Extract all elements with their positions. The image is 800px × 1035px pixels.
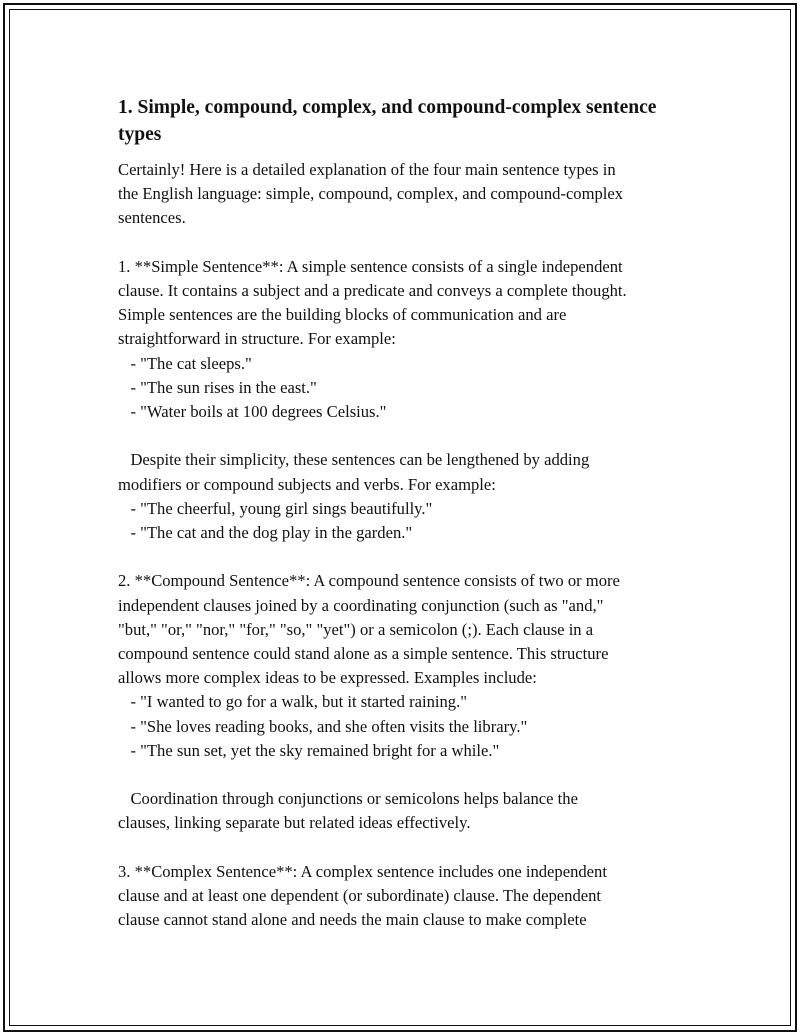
document-content bbox=[118, 94, 698, 933]
page-title: 1. Simple, compound, complex, and compound-complex sentence types bbox=[118, 97, 657, 145]
body-text: Certainly! Here is a detailed explanation of the four main sentence types in the English language: simple, compound, complex, and compound-complex sentences. 1. **Simple Sentence**: A simple sentence consists of a single independent clause. It contains a subject and a predicate and conveys a complete thought. Simple sentences are the building blocks of communication and are straightforward in structure. For example: - "The cat sleeps." - "The sun rises in the east." - "Water boils at 100 degrees Celsius." Despite their simplicity, these sentences can be lengthened by adding modifiers or compound subjects and verbs. For example: - "The cheerful, young girl sings beautifully." - "The cat and the dog play in the garden." 2. **Compound Sentence**: A compound sentence consists of two or more independent clauses joined by a coordinating conjunction (such as "and," "but," "or," "nor," "for," "so," "yet") or a semicolon (;). Each clause in a compound sentence could stand alone as a simple sentence. This structure allows more complex ideas to be expressed. Examples include: - "I wanted to go for a walk, but it started raining." - "She loves reading books, and she often visits the library." - "The sun set, yet the sky remained bright for a while." Coordination through conjunctions or semicolons helps balance the clauses, linking separate but related ideas effectively. 3. **Complex Sentence**: A complex sentence includes one independent clause and at least one dependent (or subordinate) clause. The dependent clause cannot stand alone and needs the main clause to make complete bbox=[118, 160, 627, 930]
